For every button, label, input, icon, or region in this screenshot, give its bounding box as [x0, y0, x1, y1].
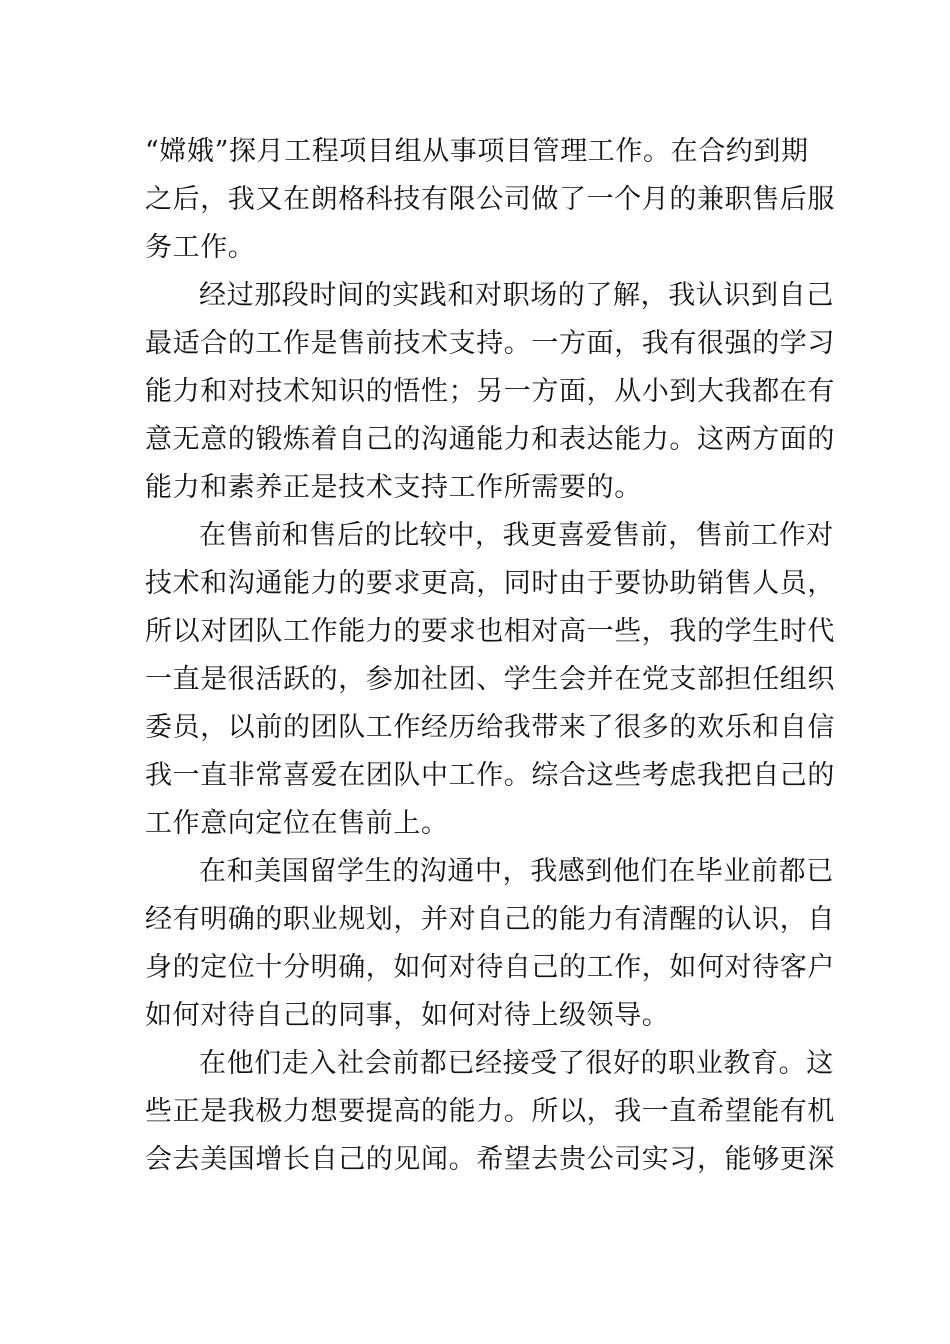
- text-line: 之后，我又在朗格科技有限公司做了一个月的兼职售后服: [145, 184, 835, 215]
- text-line: 最适合的工作是售前技术支持。一方面，我有很强的学习: [145, 328, 835, 359]
- text-line: 能力和对技术知识的悟性；另一方面，从小到大我都在有: [145, 376, 835, 407]
- paragraph-4: [145, 848, 835, 1040]
- text-line: 工作意向定位在售前上。: [145, 808, 449, 839]
- paragraph-5: [145, 1040, 835, 1184]
- text-line: 身的定位十分明确，如何对待自己的工作，如何对待客户: [145, 952, 835, 983]
- paragraph-1: [145, 128, 835, 272]
- text-line: 意无意的锻炼着自己的沟通能力和表达能力。这两方面的: [145, 424, 835, 455]
- text-line: 在售前和售后的比较中，我更喜爱售前，售前工作对: [199, 520, 834, 551]
- text-line: 在他们走入社会前都已经接受了很好的职业教育。这: [199, 1048, 834, 1079]
- text-line: 会去美国增长自己的见闻。希望去贵公司实习，能够更深: [145, 1144, 835, 1175]
- text-line: 经过那段时间的实践和对职场的了解，我认识到自己: [199, 280, 834, 311]
- document-body: [145, 128, 835, 1184]
- text-line: 些正是我极力想要提高的能力。所以，我一直希望能有机: [145, 1096, 835, 1127]
- text-line: 经有明确的职业规划，并对自己的能力有清醒的认识，自: [145, 904, 835, 935]
- text-line: 所以对团队工作能力的要求也相对高一些，我的学生时代: [145, 616, 835, 647]
- text-line: 能力和素养正是技术支持工作所需要的。: [145, 472, 642, 503]
- text-line: 务工作。: [145, 232, 256, 263]
- text-line: 我一直非常喜爱在团队中工作。综合这些考虑我把自己的: [145, 760, 835, 791]
- text-line: “嫦娥”探月工程项目组从事项目管理工作。在合约到期: [145, 136, 809, 167]
- text-line: 技术和沟通能力的要求更高，同时由于要协助销售人员，: [145, 568, 835, 599]
- text-line: 在和美国留学生的沟通中，我感到他们在毕业前都已: [199, 856, 834, 887]
- text-line: 一直是很活跃的，参加社团、学生会并在党支部担任组织: [145, 664, 835, 695]
- text-line: 如何对待自己的同事，如何对待上级领导。: [145, 1000, 670, 1031]
- paragraph-3: [145, 512, 835, 848]
- text-line: 委员，以前的团队工作经历给我带来了很多的欢乐和自信: [145, 712, 835, 743]
- paragraph-2: [145, 272, 835, 512]
